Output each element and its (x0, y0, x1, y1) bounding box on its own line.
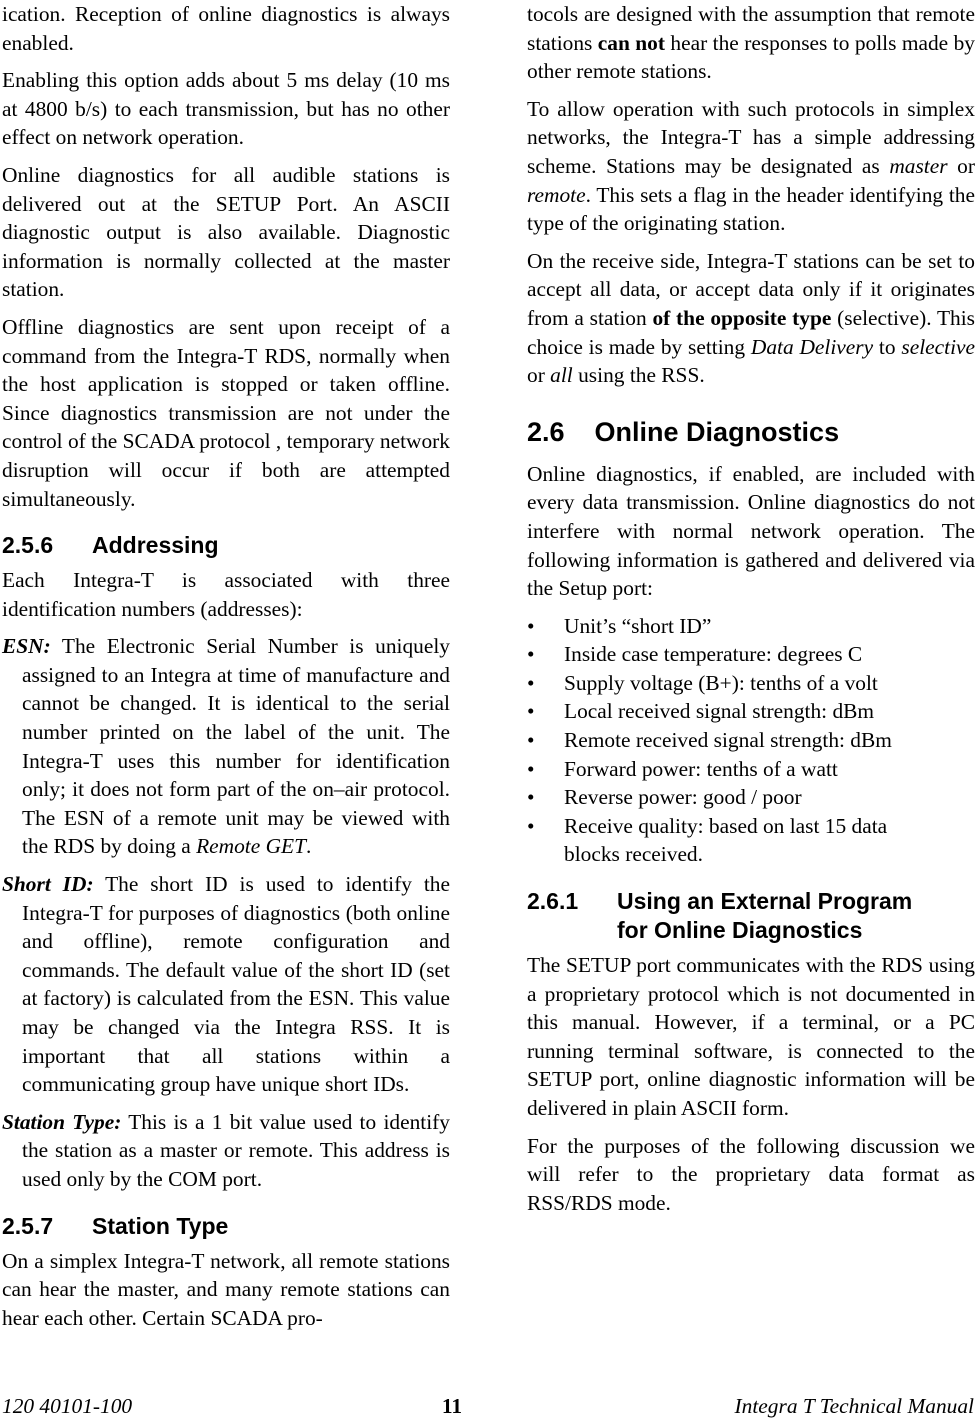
paragraph: Each Integra-T is associated with three identification numbers (addresses): (2, 568, 450, 621)
definition-station-type (2, 1108, 450, 1194)
paragraph: On a simplex Integra-T network, all remote stations can hear the master, and many remote stations can hear each other. Certain SCADA pro- (2, 1248, 450, 1330)
page-footer (0, 1392, 976, 1420)
emphasis: selective (901, 334, 976, 359)
left-column (2, 0, 450, 1341)
bold-text: can not (597, 30, 665, 55)
section-title: Station Type (92, 1212, 229, 1239)
paragraph: Online diagnostics, if enabled, are included with every data transmission. Online diagnostics do not interfere with normal network operation. The following information is gathered and delivered via the Setup port: (527, 461, 975, 601)
emphasis: all (550, 363, 573, 388)
list-item: • Local received signal strength: dBm (527, 697, 975, 726)
definition-short-id (2, 870, 450, 1099)
emphasis: remote (527, 182, 586, 207)
section-heading-2-5-7 (2, 1212, 450, 1241)
paragraph: Online diagnostics for all audible stations is delivered out at the SETUP Port. An ASCII diagnostic output is also available. Diagnostic information is normally collected at the master station. (2, 162, 450, 302)
definition-esn (2, 632, 450, 861)
diagnostics-list (527, 612, 975, 869)
paragraph (527, 0, 975, 86)
paragraph: Offline diagnostics are sent upon receipt of a command from the Integra-T RDS, normally when the host application is stopped or taken offline. Since diagnostics transmission are not under the control of the SCADA protocol , temporary network disruption will occur if both are attempted simultaneously. (2, 314, 450, 511)
section-number: 2.6.1 (527, 888, 579, 915)
text: To allow operation with such protocols in simplex networks, the Integra-T has a simple addressing scheme. Stations may be designated as (527, 96, 975, 178)
bold-text: of the opposite type (652, 305, 832, 330)
paragraph (527, 247, 975, 390)
list-item: • Receive quality: based on last 15 data blocks received. (527, 812, 975, 869)
right-column (527, 0, 975, 1226)
section-heading-2-6-1 (527, 887, 975, 945)
text: or (947, 153, 975, 178)
section-heading-2-5-6 (2, 531, 450, 560)
page-number: 11 (441, 1394, 463, 1418)
text: or (527, 363, 551, 388)
paragraph: The SETUP port communicates with the RDS using a proprietary protocol which is not documented in this manual. However, if a terminal, or a PC running terminal software, is connected to the SETUP port, online diagnostic information will be delivered in plain ASCII form. (527, 953, 975, 1120)
paragraph (527, 95, 975, 238)
list-item: • Unit’s “short ID” (527, 612, 975, 641)
text: tocols are designed with the assumption that remote stations (527, 2, 975, 55)
definition-text: This is a 1 bit value used to identify the station as a master or remote. This address is used only by the COM port. (22, 1109, 450, 1191)
list-item: • Inside case temperature: degrees C (527, 640, 975, 669)
text: (selective). This choice is made by setting (527, 305, 976, 359)
emphasis: Remote GET (196, 834, 306, 859)
definition-term: Short ID: (2, 872, 94, 897)
document-number: 120 40101-100 (2, 1394, 133, 1418)
section-number: 2.5.7 (2, 1212, 54, 1239)
section-title: Addressing (92, 532, 219, 559)
paragraph: For the purposes of the following discussion we will refer to the proprietary data format as RSS/RDS mode. (527, 1133, 975, 1215)
text: using the RSS. (572, 363, 705, 388)
section-number: 2.5.6 (2, 532, 54, 559)
definition-term: ESN: (2, 634, 51, 659)
emphasis: Data Delivery (750, 334, 874, 359)
definition-text: The short ID is used to identify the Integra-T for purposes of diagnostics (both online and offline), remote configuration and commands. The default value of the short ID (set at factory) is calculated from the ESN. This value may be changed via the Integra RSS. It is important that all stations within a communicating group have unique short IDs. (22, 872, 450, 1097)
definition-term: Station Type: (2, 1109, 122, 1134)
list-item: • Remote received signal strength: dBm (527, 726, 975, 755)
emphasis: master (889, 153, 948, 178)
definition-text: The Electronic Serial Number is uniquely assigned to an Integra at time of manufacture and cannot be changed. It is identical to the serial number printed on the label of the unit. The Integra-T uses this number for identification only; it does not form part of the on–air protocol. The ESN of a remote unit may be viewed with the RDS by doing a (22, 634, 450, 859)
paragraph: Enabling this option adds about 5 ms delay (10 ms at 4800 b/s) to each transmission, but has no other effect on network operation. (2, 68, 450, 150)
paragraph: ication. Reception of online diagnostics is always enabled. (2, 2, 450, 55)
text: hear the responses to polls made by other remote stations. (527, 30, 975, 84)
text: to (873, 334, 902, 359)
section-heading-2-6: 2.6 Online Diagnostics (527, 416, 840, 447)
manual-title: Integra T Technical Manual (734, 1394, 974, 1418)
punctuation: . (306, 834, 312, 859)
text: On the receive side, Integra-T stations can be set to accept all data, or accept data only if it originates from a station (527, 248, 975, 330)
text: . This sets a flag in the header identifying the type of the originating station. (527, 182, 975, 236)
list-item: • Forward power: tenths of a watt (527, 755, 975, 784)
list-item: • Supply voltage (B+): tenths of a volt (527, 669, 975, 698)
section-title: Using an External Program for Online Diagnostics (617, 888, 913, 944)
list-item: • Reverse power: good / poor (527, 783, 975, 812)
